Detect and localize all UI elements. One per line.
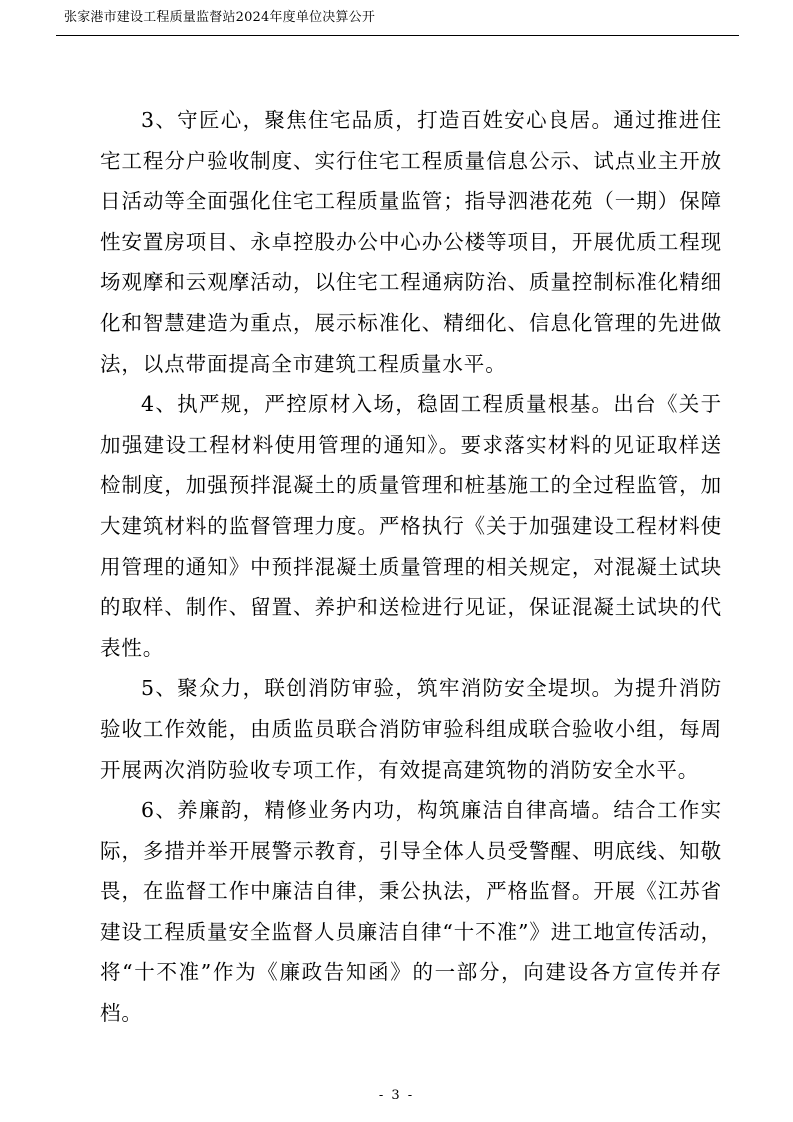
paragraph-item-5: 5、聚众力，联创消防审验，筑牢消防安全堤坝。为提升消防验收工作效能，由质监员联合消防审验科组成联合验收小组，每周开展两次消防验收专项工作，有效提高建筑物的消防安全水平。	[100, 676, 722, 782]
page-number: - 3 -	[378, 1088, 415, 1103]
paragraph-item-4: 4、执严规，严控原材入场，稳固工程质量根基。出台《关于加强建设工程材料使用管理的通知》。要求落实材料的见证取样送检制度，加强预拌混凝土的质量管理和桩基施工的全过程监管，加大建筑材料的监督管理力度。严格执行《关于加强建设工程材料使用管理的通知》中预拌混凝土质量管理的相关规定，对混凝土试块的取样、制作、留置、养护和送检进行见证，保证混凝土试块的代表性。	[100, 392, 722, 660]
paragraph-item-6: 6、养廉韵，精修业务内功，构筑廉洁自律高墙。结合工作实际，多措并举开展警示教育，引导全体人员受警醒、明底线、知敬畏，在监督工作中廉洁自律，秉公执法，严格监督。开展《江苏省建设工程质量安全监督人员廉洁自律“十不准”》进工地宣传活动，将“十不准”作为《廉政告知函》的一部分，向建设各方宣传并存档。	[100, 798, 722, 1026]
header-divider	[56, 35, 739, 36]
paragraph-item-3: 3、守匠心，聚焦住宅品质，打造百姓安心良居。通过推进住宅工程分户验收制度、实行住宅工程质量信息公示、试点业主开放日活动等全面强化住宅工程质量监管；指导泗港花苑（一期）保障性安置房项目、永卓控股办公中心办公楼等项目，开展优质工程现场观摩和云观摩活动，以住宅工程通病防治、质量控制标准化精细化和智慧建造为重点，展示标准化、精细化、信息化管理的先进做法，以点带面提高全市建筑工程质量水平。	[100, 108, 722, 376]
document-body	[100, 100, 722, 1034]
page-header: 张家港市建设工程质量监督站2024年度单位决算公开	[64, 10, 376, 25]
